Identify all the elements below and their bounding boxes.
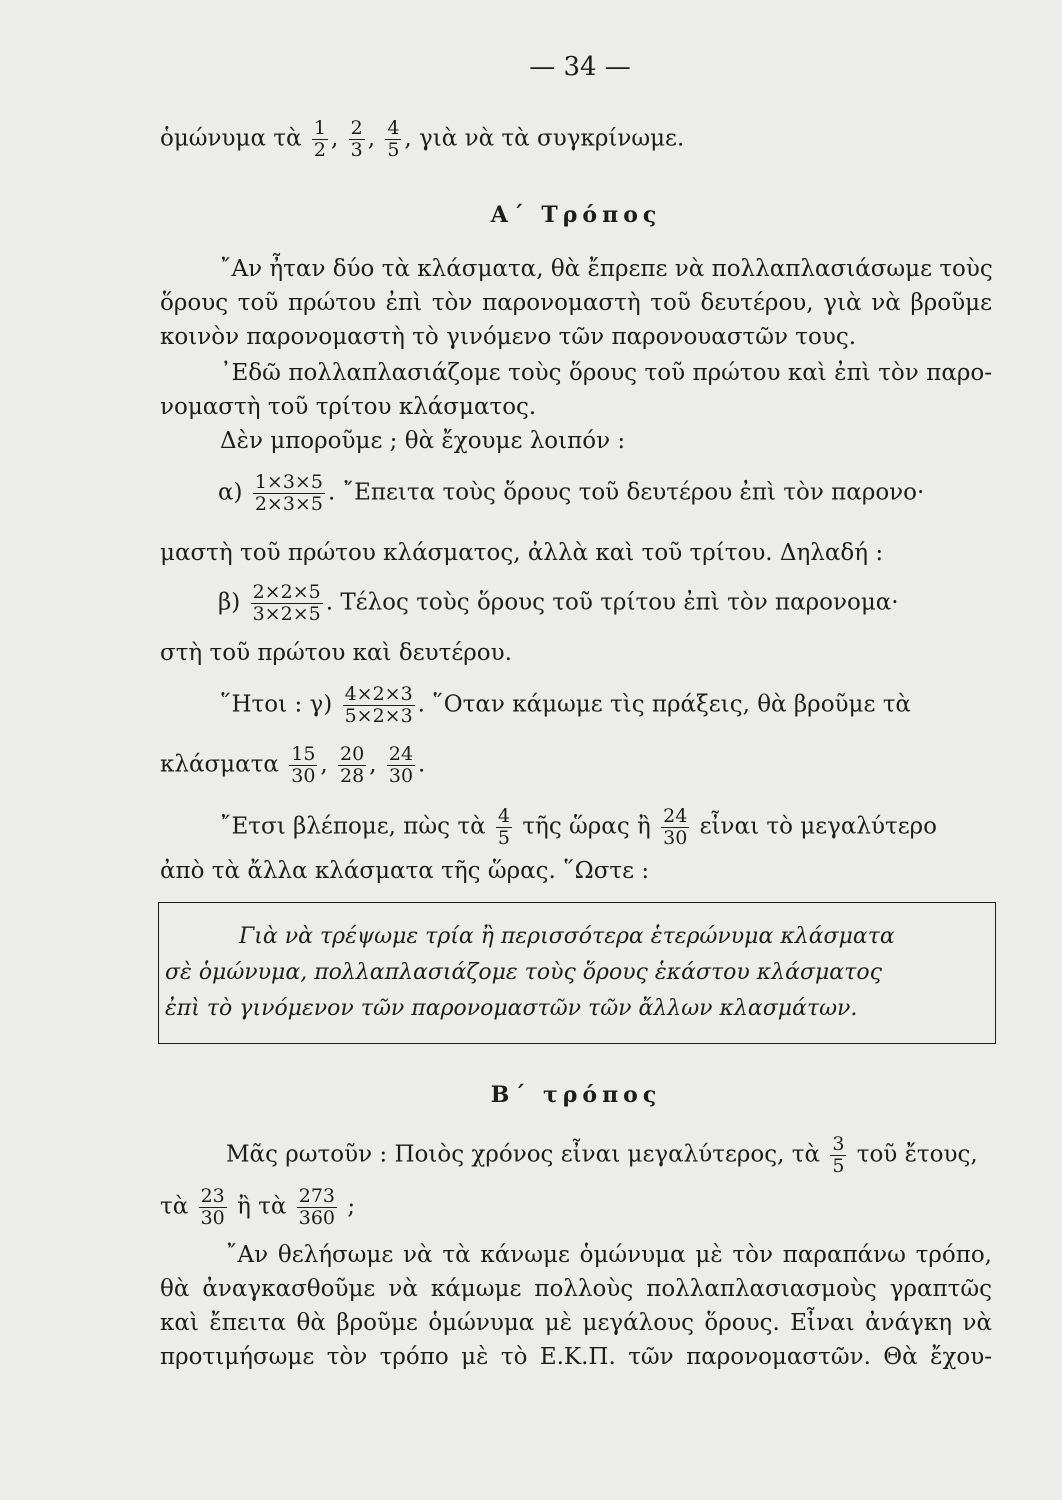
- fraction: $\frac{4}{5}$: [387, 117, 400, 161]
- intro-suffix: , γιὰ νὰ τὰ συγκρίνωμε.: [404, 125, 685, 152]
- intro-line: ὁμώνυμα τὰ $\frac{1}{2}$ , $\frac{2}{3}$ , $\frac{4}{5}$ , γιὰ νὰ τὰ συγκρίνωμε.: [160, 117, 685, 161]
- paragraph-line: ἀπὸ τὰ ἄλλα κλάσματα τῆς ὥρας. ῞Ωστε :: [160, 858, 650, 884]
- conclusion-text: εἶναι τὸ μεγαλύτερο: [699, 813, 937, 840]
- step-c-prefix: ῞Ητοι : γ): [220, 691, 333, 718]
- step-c: ῞Ητοι : γ) $\frac{4\times 2\times 3}{5\times 2\times 3}$ . ῞Οταν κάμωμε τὶς πράξεις, θὰ βροῦμε τὰ: [220, 683, 911, 727]
- fraction: $\frac{4}{5}$: [497, 805, 511, 849]
- conclusion-text: ῎Ετσι βλέπομε, πὼς τὰ: [220, 813, 486, 840]
- conclusion-text: τῆς ὥρας ἢ: [522, 813, 651, 840]
- step-a-label: α): [218, 479, 243, 506]
- conclusion-line: [160, 806, 992, 849]
- fraction: $\frac{3}{5}$: [832, 1133, 845, 1177]
- fraction: $\frac{2}{3}$: [350, 117, 363, 161]
- step-a: α) $\frac{1\times 3\times 5}{2\times 3\times 5}$ . ῎Επειτα τοὺς ὅρους τοῦ δευτέρου ἐπὶ τὸν παρονο·: [218, 471, 925, 515]
- paragraph-line: ὅρους τοῦ πρώτου ἐπὶ τὸν παρονομαστὴ τοῦ δευτέρου, γιὰ νὰ βροῦμε: [160, 290, 992, 316]
- fraction: $\frac{23}{30}$: [200, 1185, 225, 1229]
- intro-prefix: ὁμώνυμα τὰ: [160, 125, 302, 152]
- paragraph-line: Δὲν μποροῦμε ; θὰ ἔχουμε λοιπόν :: [220, 428, 626, 454]
- fraction: $\frac{2\times 2\times 5}{3\times 2\times 5}$: [252, 581, 321, 625]
- page-number: — 34 —: [529, 52, 631, 82]
- paragraph-line: ῎Αν ἦταν δύο τὰ κλάσματα, θὰ ἔπρεπε νὰ πολλαπλασιάσωμε τοὺς: [220, 256, 993, 282]
- paragraph-line: ῎Αν θελήσωμε νὰ τὰ κάνωμε ὁμώνυμα μὲ τὸν παραπάνω τρόπο,: [226, 1242, 992, 1268]
- fraction: $\frac{24}{30}$: [388, 743, 414, 787]
- paragraph-line: στὴ τοῦ πρώτου καὶ δευτέρου.: [160, 640, 512, 666]
- fraction: $\frac{273}{360}$: [298, 1185, 336, 1229]
- results-line: κλάσματα $\frac{15}{30}$ , $\frac{20}{28}$ , $\frac{24}{30}$ .: [160, 743, 426, 787]
- heading-method-b: Β΄ τρόπος: [490, 1082, 662, 1108]
- question-text: τοῦ ἔτους,: [856, 1141, 978, 1168]
- rule-line: Γιὰ νὰ τρέψωμε τρία ἢ περισσότερα ἑτερώνυμα κλάσματα: [239, 924, 895, 949]
- fraction: $\frac{20}{28}$: [340, 743, 365, 787]
- paragraph-line: καὶ ἔπειτα θὰ βροῦμε ὁμώνυμα μὲ μεγάλους ὅρους. Εἶναι ἀνάγκη νὰ: [160, 1310, 992, 1336]
- fraction: $\frac{4\times 2\times 3}{5\times 2\times 3}$: [344, 683, 413, 727]
- fraction: $\frac{1}{2}$: [313, 117, 326, 161]
- paragraph-line: μαστὴ τοῦ πρώτου κλάσματος, ἀλλὰ καὶ τοῦ τρίτου. Δηλαδή :: [160, 540, 884, 566]
- paragraph-line: θὰ ἀναγκασθοῦμε νὰ κάμωμε πολλοὺς πολλαπλασιασμοὺς γραπτῶς: [160, 1276, 992, 1302]
- question-text: ;: [347, 1193, 356, 1220]
- fraction: $\frac{15}{30}$: [291, 743, 316, 787]
- step-b-text: Τέλος τοὺς ὅρους τοῦ τρίτου ἐπὶ τὸν παρονομα·: [340, 589, 899, 616]
- step-c-text: ῞Οταν κάμωμε τὶς πράξεις, θὰ βροῦμε τὰ: [432, 691, 911, 718]
- heading-method-a: Α΄ Τρόπος: [490, 202, 662, 228]
- paragraph-line: νομαστὴ τοῦ τρίτου κλάσματος.: [160, 394, 537, 420]
- fraction: $\frac{1\times 3\times 5}{2\times 3\times 5}$: [254, 471, 323, 515]
- question-text: Μᾶς ρωτοῦν : Ποιὸς χρόνος εἶναι μεγαλύτερος, τὰ: [226, 1141, 820, 1168]
- results-prefix: κλάσματα: [160, 751, 279, 778]
- fraction: $\frac{24}{30}$: [663, 805, 688, 849]
- rule-line: σὲ ὁμώνυμα, πολλαπλασιάζομε τοὺς ὅρους ἑκάστου κλάσματος: [165, 960, 882, 985]
- step-a-text: ῎Επειτα τοὺς ὅρους τοῦ δευτέρου ἐπὶ τὸν παρονο·: [342, 479, 925, 506]
- paragraph-line: κοινὸν παρονομαστὴ τὸ γινόμενο τῶν παρονουαστῶν τους.: [160, 324, 857, 350]
- question-text: ἢ τὰ: [237, 1193, 287, 1220]
- rule-line: ἐπὶ τὸ γινόμενον τῶν παρονομαστῶν τῶν ἄλλων κλασμάτων.: [165, 996, 858, 1021]
- question-line: [160, 1134, 992, 1177]
- paragraph-line: προτιμήσωμε τὸν τρόπο μὲ τὸ Ε.Κ.Π. τῶν παρονομαστῶν. Θὰ ἔχου-: [160, 1344, 992, 1370]
- paragraph-line: ᾿Εδῶ πολλαπλασιάζομε τοὺς ὅρους τοῦ πρώτου καὶ ἐπὶ τὸν παρο-: [220, 360, 992, 386]
- step-b-label: β): [218, 589, 241, 616]
- question-text: τὰ: [160, 1193, 189, 1220]
- rule-box: [158, 902, 996, 1044]
- question-line-2: [160, 1186, 992, 1229]
- step-b: β) $\frac{2\times 2\times 5}{3\times 2\times 5}$ . Τέλος τοὺς ὅρους τοῦ τρίτου ἐπὶ τὸν παρονομα·: [218, 581, 899, 625]
